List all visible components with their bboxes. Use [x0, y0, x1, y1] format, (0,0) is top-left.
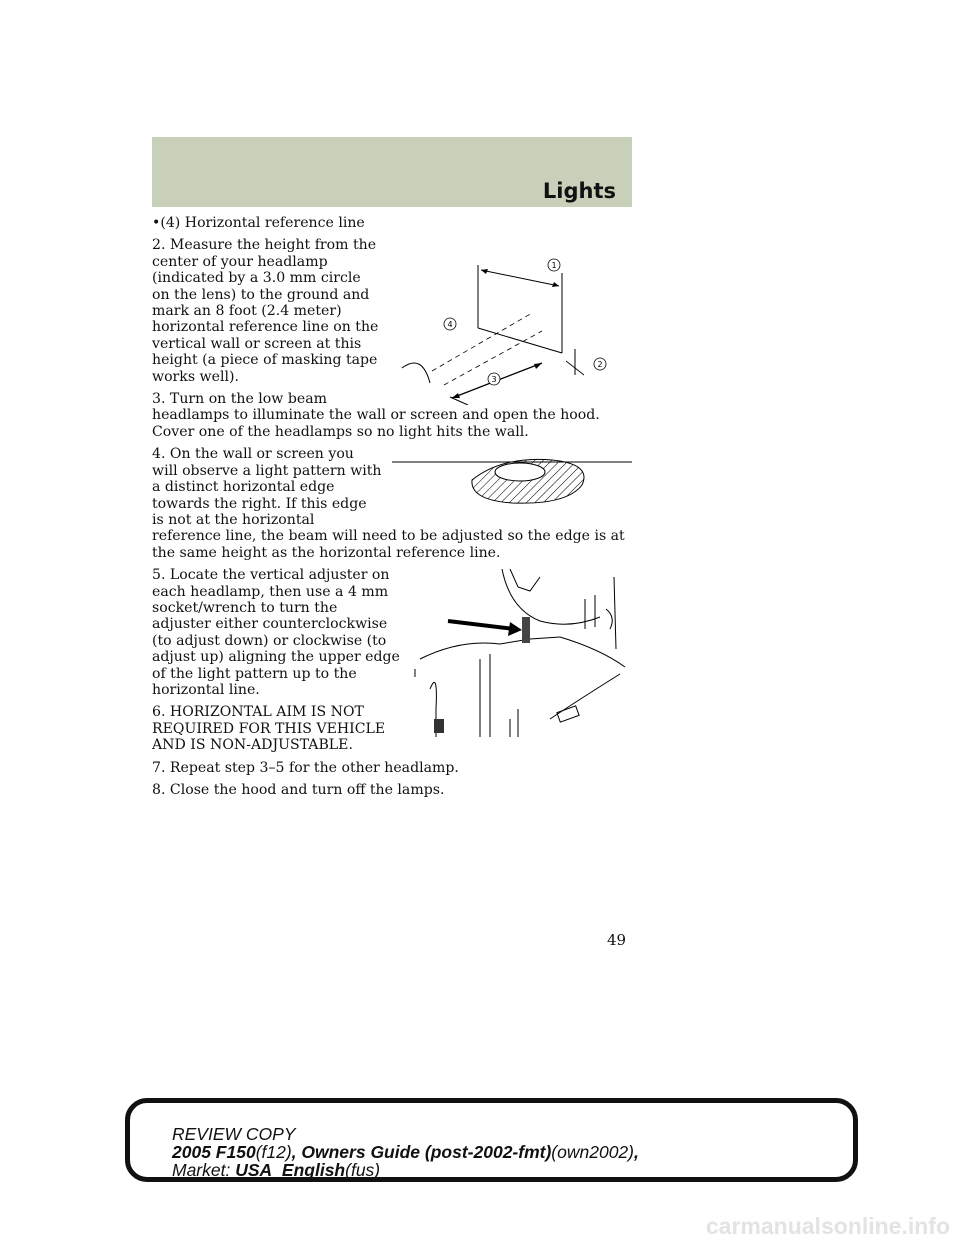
- page-body: [152, 215, 632, 804]
- footer-market: USA_English: [235, 1160, 346, 1180]
- footer-model: 2005 F150: [172, 1142, 256, 1162]
- step-6: 6. HORIZONTAL AIM IS NOT REQUIRED FOR THIS VEHICLE AND IS NON-ADJUSTABLE.: [152, 704, 386, 754]
- step-2: 2. Measure the height from the center of your headlamp (indicated by a 3.0 mm circle on the lens) to the ground and mark an 8 foot (2.4 meter) horizontal reference line on the vertical wall or screen at this height (a piece of masking tape works well).: [152, 237, 379, 385]
- bullet-dot: •: [152, 215, 161, 231]
- light-pattern-diagram: [392, 450, 632, 515]
- footer-comma: ,: [634, 1142, 639, 1162]
- footer-code-3: (fus): [345, 1160, 381, 1180]
- headlamp-aim-diagram: [392, 243, 632, 405]
- step-5: 5. Locate the vertical adjuster on each headlamp, then use a 4 mm socket/wrench to turn the adjuster either counterclockwise (to adjust down) or clockwise (to adjust up) aligning the upper edge of the light pattern up to the horizontal line.: [152, 567, 400, 698]
- bullet-item: [152, 215, 632, 231]
- callout-4-label: 4: [447, 320, 453, 330]
- review-copy-label: REVIEW COPY: [172, 1124, 296, 1144]
- callout-1-label: 1: [551, 261, 557, 271]
- step-8: 8. Close the hood and turn off the lamps.: [152, 782, 445, 798]
- page-number: 49: [607, 931, 627, 949]
- footer-code-1: (f12): [255, 1142, 292, 1162]
- footer-line-3: [172, 1161, 853, 1179]
- footer-code-2: (own2002): [551, 1142, 634, 1162]
- section-title: Lights: [542, 179, 616, 203]
- bullet-text: (4) Horizontal reference line: [160, 215, 365, 231]
- vertical-adjuster-diagram: [410, 569, 632, 737]
- watermark: carmanualsonline.info: [705, 1213, 950, 1239]
- footer-guide: , Owners Guide (post-2002-fmt): [291, 1142, 552, 1162]
- step-7: 7. Repeat step 3–5 for the other headlamp.: [152, 759, 459, 776]
- callout-3-label: 3: [491, 375, 497, 385]
- review-footer: [125, 1098, 858, 1182]
- step-4: 4. On the wall or screen you will observe a light pattern with a distinct horizontal edge towards the right. If this edge is not at the horizontal reference line, the beam will need to be adjusted so the edge is at the same height as the horizontal reference line.: [152, 446, 625, 561]
- footer-line-2: [172, 1143, 853, 1161]
- step-3: 3. Turn on the low beam headlamps to illuminate the wall or screen and open the hood. Cover one of the headlamps so no light hits the wall.: [152, 391, 600, 440]
- footer-market-label: Market:: [172, 1160, 231, 1180]
- callout-2-label: 2: [597, 360, 603, 370]
- section-header-band: [152, 137, 632, 207]
